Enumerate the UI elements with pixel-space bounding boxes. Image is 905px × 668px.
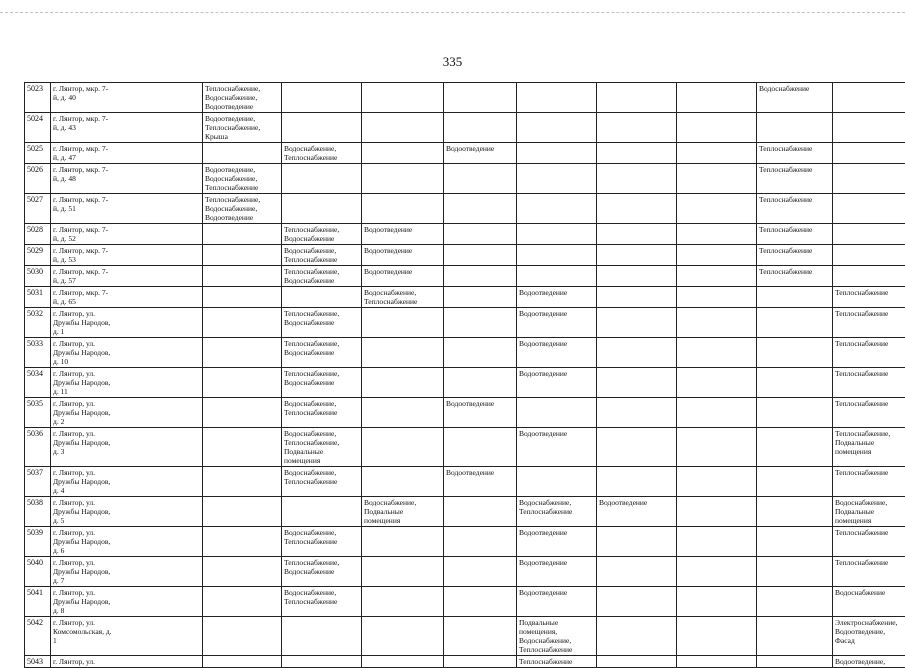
work-cell-8: Теплоснабжение: [757, 224, 833, 245]
table-row: [25, 497, 905, 527]
work-cell-8: Теплоснабжение: [757, 164, 833, 194]
work-cell-6: [597, 194, 677, 224]
address-cell: г. Лянтор, мкр. 7- й, д. 57: [51, 266, 203, 287]
work-cell-2: [282, 83, 362, 113]
work-cell-8: [757, 656, 833, 668]
work-cell-1: [203, 587, 282, 617]
work-cell-1: [203, 287, 282, 308]
work-cell-2: Теплоснабжение, Водоснабжение: [282, 308, 362, 338]
address-cell: г. Лянтор, мкр. 7- й, д. 65: [51, 287, 203, 308]
work-cell-1: [203, 467, 282, 497]
work-cell-2: [282, 656, 362, 668]
work-cell-3: Водоснабжение, Подвальные помещения: [362, 497, 444, 527]
work-cell-6: [597, 467, 677, 497]
table-row: [25, 224, 905, 245]
work-cell-5: [517, 164, 597, 194]
table-row: [25, 398, 905, 428]
work-cell-8: Теплоснабжение: [757, 194, 833, 224]
table-row: [25, 587, 905, 617]
work-cell-5: [517, 224, 597, 245]
work-cell-3: [362, 83, 444, 113]
work-cell-7: [677, 308, 757, 338]
work-cell-1: Теплоснабжение, Водоснабжение, Водоотведение: [203, 194, 282, 224]
address-cell: г. Лянтор, ул. Дружбы Народов, д. 7: [51, 557, 203, 587]
work-cell-1: [203, 527, 282, 557]
work-cell-2: Водоснабжение, Теплоснабжение, Подвальные помещения: [282, 428, 362, 467]
work-cell-5: [517, 467, 597, 497]
address-cell: г. Лянтор, ул. Комсомольская, д. 1: [51, 617, 203, 656]
work-cell-2: Водоснабжение, Теплоснабжение: [282, 587, 362, 617]
table-row: [25, 245, 905, 266]
work-cell-8: [757, 587, 833, 617]
work-cell-4: [444, 368, 517, 398]
work-cell-9: [833, 224, 905, 245]
row-number-cell: 5027: [25, 194, 51, 224]
table-row: [25, 113, 905, 143]
address-cell: г. Лянтор, ул. Дружбы Народов, д. 10: [51, 338, 203, 368]
work-cell-8: [757, 398, 833, 428]
address-cell: г. Лянтор, ул. Дружбы Народов, д. 1: [51, 308, 203, 338]
work-cell-6: [597, 557, 677, 587]
table-row: [25, 83, 905, 113]
work-cell-6: [597, 428, 677, 467]
work-cell-6: [597, 398, 677, 428]
work-cell-1: [203, 398, 282, 428]
work-cell-6: [597, 113, 677, 143]
work-cell-9: Электроснабжение, Водоотведение, Фасад: [833, 617, 905, 656]
address-cell: г. Лянтор, ул. Дружбы Народов, д. 11: [51, 368, 203, 398]
work-cell-7: [677, 287, 757, 308]
work-cell-6: [597, 224, 677, 245]
work-cell-3: [362, 557, 444, 587]
work-cell-8: Водоснабжение: [757, 83, 833, 113]
work-cell-2: Водоснабжение, Теплоснабжение: [282, 143, 362, 164]
work-cell-9: [833, 113, 905, 143]
work-cell-1: [203, 617, 282, 656]
row-number-cell: 5039: [25, 527, 51, 557]
table-row: [25, 428, 905, 467]
work-cell-9: Теплоснабжение: [833, 338, 905, 368]
table-row: [25, 557, 905, 587]
row-number-cell: 5032: [25, 308, 51, 338]
work-cell-5: Водоотведение: [517, 308, 597, 338]
work-cell-6: [597, 143, 677, 164]
work-cell-6: Водоотведение: [597, 497, 677, 527]
work-cell-9: [833, 266, 905, 287]
work-cell-5: [517, 143, 597, 164]
work-cell-5: Водоотведение: [517, 338, 597, 368]
work-cell-9: [833, 194, 905, 224]
work-cell-7: [677, 467, 757, 497]
work-cell-8: [757, 467, 833, 497]
work-cell-3: [362, 656, 444, 668]
work-cell-7: [677, 143, 757, 164]
work-cell-1: [203, 224, 282, 245]
work-cell-3: [362, 428, 444, 467]
work-cell-1: [203, 428, 282, 467]
work-cell-9: Теплоснабжение: [833, 527, 905, 557]
work-cell-5: Водоотведение: [517, 587, 597, 617]
work-cell-6: [597, 656, 677, 668]
work-cell-7: [677, 527, 757, 557]
work-cell-6: [597, 587, 677, 617]
work-cell-6: [597, 287, 677, 308]
work-cell-4: [444, 287, 517, 308]
work-cell-9: [833, 245, 905, 266]
work-cell-9: [833, 83, 905, 113]
work-cell-6: [597, 83, 677, 113]
work-cell-4: [444, 266, 517, 287]
work-cell-4: Водоотведение: [444, 467, 517, 497]
work-cell-5: Водоотведение: [517, 527, 597, 557]
work-cell-2: [282, 164, 362, 194]
work-cell-2: [282, 497, 362, 527]
work-cell-4: [444, 113, 517, 143]
work-cell-1: [203, 557, 282, 587]
work-cell-8: Теплоснабжение: [757, 266, 833, 287]
work-cell-4: [444, 164, 517, 194]
work-cell-7: [677, 398, 757, 428]
work-cell-7: [677, 164, 757, 194]
work-cell-1: Водоотведение, Теплоснабжение, Крыша: [203, 113, 282, 143]
row-number-cell: 5038: [25, 497, 51, 527]
address-cell: г. Лянтор, мкр. 7- й, д. 52: [51, 224, 203, 245]
address-cell: г. Лянтор, мкр. 7- й, д. 43: [51, 113, 203, 143]
work-cell-7: [677, 245, 757, 266]
row-number-cell: 5040: [25, 557, 51, 587]
table-row: [25, 287, 905, 308]
work-cell-5: [517, 194, 597, 224]
page-number: 335: [0, 54, 905, 70]
work-cell-6: [597, 617, 677, 656]
work-cell-7: [677, 266, 757, 287]
work-cell-8: [757, 557, 833, 587]
work-cell-4: Водоотведение: [444, 143, 517, 164]
work-cell-1: [203, 338, 282, 368]
work-cell-1: [203, 497, 282, 527]
row-number-cell: 5033: [25, 338, 51, 368]
work-cell-5: [517, 398, 597, 428]
row-number-cell: 5037: [25, 467, 51, 497]
work-cell-9: Водоотведение,: [833, 656, 905, 668]
table-row: [25, 143, 905, 164]
row-number-cell: 5026: [25, 164, 51, 194]
row-number-cell: 5031: [25, 287, 51, 308]
work-cell-9: Теплоснабжение: [833, 467, 905, 497]
work-cell-8: [757, 368, 833, 398]
work-cell-9: Теплоснабжение: [833, 287, 905, 308]
address-cell: г. Лянтор, ул. Дружбы Народов, д. 5: [51, 497, 203, 527]
work-cell-9: [833, 164, 905, 194]
row-number-cell: 5035: [25, 398, 51, 428]
work-cell-8: [757, 527, 833, 557]
work-cell-7: [677, 497, 757, 527]
work-cell-6: [597, 164, 677, 194]
work-cell-4: [444, 656, 517, 668]
work-cell-3: [362, 368, 444, 398]
work-cell-5: Водоотведение: [517, 428, 597, 467]
address-cell: г. Лянтор, ул.: [51, 656, 203, 668]
work-cell-7: [677, 617, 757, 656]
work-cell-6: [597, 266, 677, 287]
work-cell-7: [677, 194, 757, 224]
table-row: [25, 527, 905, 557]
address-cell: г. Лянтор, мкр. 7- й, д. 48: [51, 164, 203, 194]
work-cell-4: [444, 497, 517, 527]
work-cell-4: [444, 224, 517, 245]
work-cell-1: Водоотведение, Водоснабжение, Теплоснабжение: [203, 164, 282, 194]
work-cell-3: Водоотведение: [362, 266, 444, 287]
work-cell-1: Теплоснабжение, Водоснабжение, Водоотведение: [203, 83, 282, 113]
work-cell-7: [677, 83, 757, 113]
table-row: [25, 266, 905, 287]
address-cell: г. Лянтор, ул. Дружбы Народов, д. 2: [51, 398, 203, 428]
work-cell-8: [757, 338, 833, 368]
work-cell-5: Водоотведение: [517, 557, 597, 587]
row-number-cell: 5029: [25, 245, 51, 266]
row-number-cell: 5041: [25, 587, 51, 617]
work-cell-5: Теплоснабжение: [517, 656, 597, 668]
row-number-cell: 5028: [25, 224, 51, 245]
work-cell-5: [517, 83, 597, 113]
work-cell-5: [517, 113, 597, 143]
row-number-cell: 5030: [25, 266, 51, 287]
work-cell-3: [362, 467, 444, 497]
work-cell-6: [597, 368, 677, 398]
work-cell-7: [677, 428, 757, 467]
work-cell-8: [757, 497, 833, 527]
work-cell-2: [282, 194, 362, 224]
work-cell-5: Водоотведение: [517, 368, 597, 398]
work-cell-9: Водоснабжение: [833, 587, 905, 617]
work-cell-1: [203, 266, 282, 287]
work-cell-2: Теплоснабжение, Водоснабжение: [282, 224, 362, 245]
work-cell-2: Теплоснабжение, Водоснабжение: [282, 266, 362, 287]
address-cell: г. Лянтор, ул. Дружбы Народов, д. 4: [51, 467, 203, 497]
table-row: [25, 164, 905, 194]
work-cell-6: [597, 245, 677, 266]
work-cell-2: Теплоснабжение, Водоснабжение: [282, 338, 362, 368]
address-cell: г. Лянтор, ул. Дружбы Народов, д. 8: [51, 587, 203, 617]
work-cell-4: [444, 245, 517, 266]
work-cell-5: [517, 245, 597, 266]
table-row: [25, 308, 905, 338]
table-row: [25, 617, 905, 656]
address-cell: г. Лянтор, мкр. 7- й, д. 53: [51, 245, 203, 266]
work-cell-4: [444, 83, 517, 113]
work-cell-4: [444, 557, 517, 587]
work-cell-4: [444, 428, 517, 467]
work-cell-3: [362, 398, 444, 428]
row-number-cell: 5043: [25, 656, 51, 668]
work-cell-6: [597, 338, 677, 368]
work-cell-9: Водоснабжение, Подвальные помещения: [833, 497, 905, 527]
work-cell-4: [444, 338, 517, 368]
work-cell-3: Водоотведение: [362, 245, 444, 266]
row-number-cell: 5034: [25, 368, 51, 398]
table-row: [25, 338, 905, 368]
work-cell-2: [282, 617, 362, 656]
work-cell-7: [677, 338, 757, 368]
work-cell-2: [282, 113, 362, 143]
work-cell-5: Водоотведение: [517, 287, 597, 308]
table-row: [25, 467, 905, 497]
work-cell-8: [757, 308, 833, 338]
repair-table: [24, 82, 905, 668]
work-cell-3: [362, 338, 444, 368]
work-cell-3: [362, 587, 444, 617]
work-cell-2: Водоснабжение, Теплоснабжение: [282, 527, 362, 557]
address-cell: г. Лянтор, ул. Дружбы Народов, д. 3: [51, 428, 203, 467]
work-cell-7: [677, 113, 757, 143]
work-cell-1: [203, 308, 282, 338]
address-cell: г. Лянтор, мкр. 7- й, д. 51: [51, 194, 203, 224]
row-number-cell: 5042: [25, 617, 51, 656]
work-cell-5: Подвальные помещения, Водоснабжение, Теплоснабжение: [517, 617, 597, 656]
work-cell-3: [362, 308, 444, 338]
work-cell-1: [203, 368, 282, 398]
work-cell-8: [757, 428, 833, 467]
work-cell-8: [757, 113, 833, 143]
work-cell-9: Теплоснабжение: [833, 398, 905, 428]
work-cell-3: [362, 143, 444, 164]
address-cell: г. Лянтор, мкр. 7- й, д. 47: [51, 143, 203, 164]
work-cell-1: [203, 143, 282, 164]
work-cell-9: Теплоснабжение: [833, 368, 905, 398]
work-cell-7: [677, 557, 757, 587]
work-cell-8: [757, 617, 833, 656]
work-cell-7: [677, 656, 757, 668]
work-cell-3: [362, 113, 444, 143]
work-cell-3: [362, 527, 444, 557]
work-cell-9: Теплоснабжение: [833, 308, 905, 338]
work-cell-2: Теплоснабжение, Водоснабжение: [282, 368, 362, 398]
work-cell-4: [444, 527, 517, 557]
work-cell-4: [444, 617, 517, 656]
work-cell-7: [677, 368, 757, 398]
work-cell-9: Теплоснабжение, Подвальные помещения: [833, 428, 905, 467]
work-cell-5: [517, 266, 597, 287]
work-cell-2: [282, 287, 362, 308]
work-cell-4: [444, 308, 517, 338]
work-cell-3: [362, 164, 444, 194]
row-number-cell: 5024: [25, 113, 51, 143]
work-cell-7: [677, 224, 757, 245]
row-number-cell: 5036: [25, 428, 51, 467]
work-cell-3: Водоотведение: [362, 224, 444, 245]
work-cell-3: [362, 194, 444, 224]
work-cell-9: Теплоснабжение: [833, 557, 905, 587]
scan-top-edge: [0, 12, 905, 13]
work-cell-8: Теплоснабжение: [757, 143, 833, 164]
work-cell-4: Водоотведение: [444, 398, 517, 428]
row-number-cell: 5025: [25, 143, 51, 164]
work-cell-5: Водоснабжение, Теплоснабжение: [517, 497, 597, 527]
work-cell-1: [203, 656, 282, 668]
work-cell-4: [444, 194, 517, 224]
row-number-cell: 5023: [25, 83, 51, 113]
table-row: [25, 194, 905, 224]
work-cell-2: Теплоснабжение, Водоснабжение: [282, 557, 362, 587]
address-cell: г. Лянтор, мкр. 7- й, д. 40: [51, 83, 203, 113]
work-cell-2: Водоснабжение, Теплоснабжение: [282, 467, 362, 497]
work-cell-7: [677, 587, 757, 617]
work-cell-1: [203, 245, 282, 266]
work-cell-6: [597, 308, 677, 338]
table-row: [25, 656, 905, 668]
work-cell-8: Теплоснабжение: [757, 245, 833, 266]
work-cell-3: [362, 617, 444, 656]
work-cell-6: [597, 527, 677, 557]
work-cell-2: Водоснабжение, Теплоснабжение: [282, 398, 362, 428]
work-cell-4: [444, 587, 517, 617]
table-row: [25, 368, 905, 398]
work-cell-9: [833, 143, 905, 164]
work-cell-3: Водоснабжение, Теплоснабжение: [362, 287, 444, 308]
work-cell-2: Водоснабжение, Теплоснабжение: [282, 245, 362, 266]
work-cell-8: [757, 287, 833, 308]
address-cell: г. Лянтор, ул. Дружбы Народов, д. 6: [51, 527, 203, 557]
